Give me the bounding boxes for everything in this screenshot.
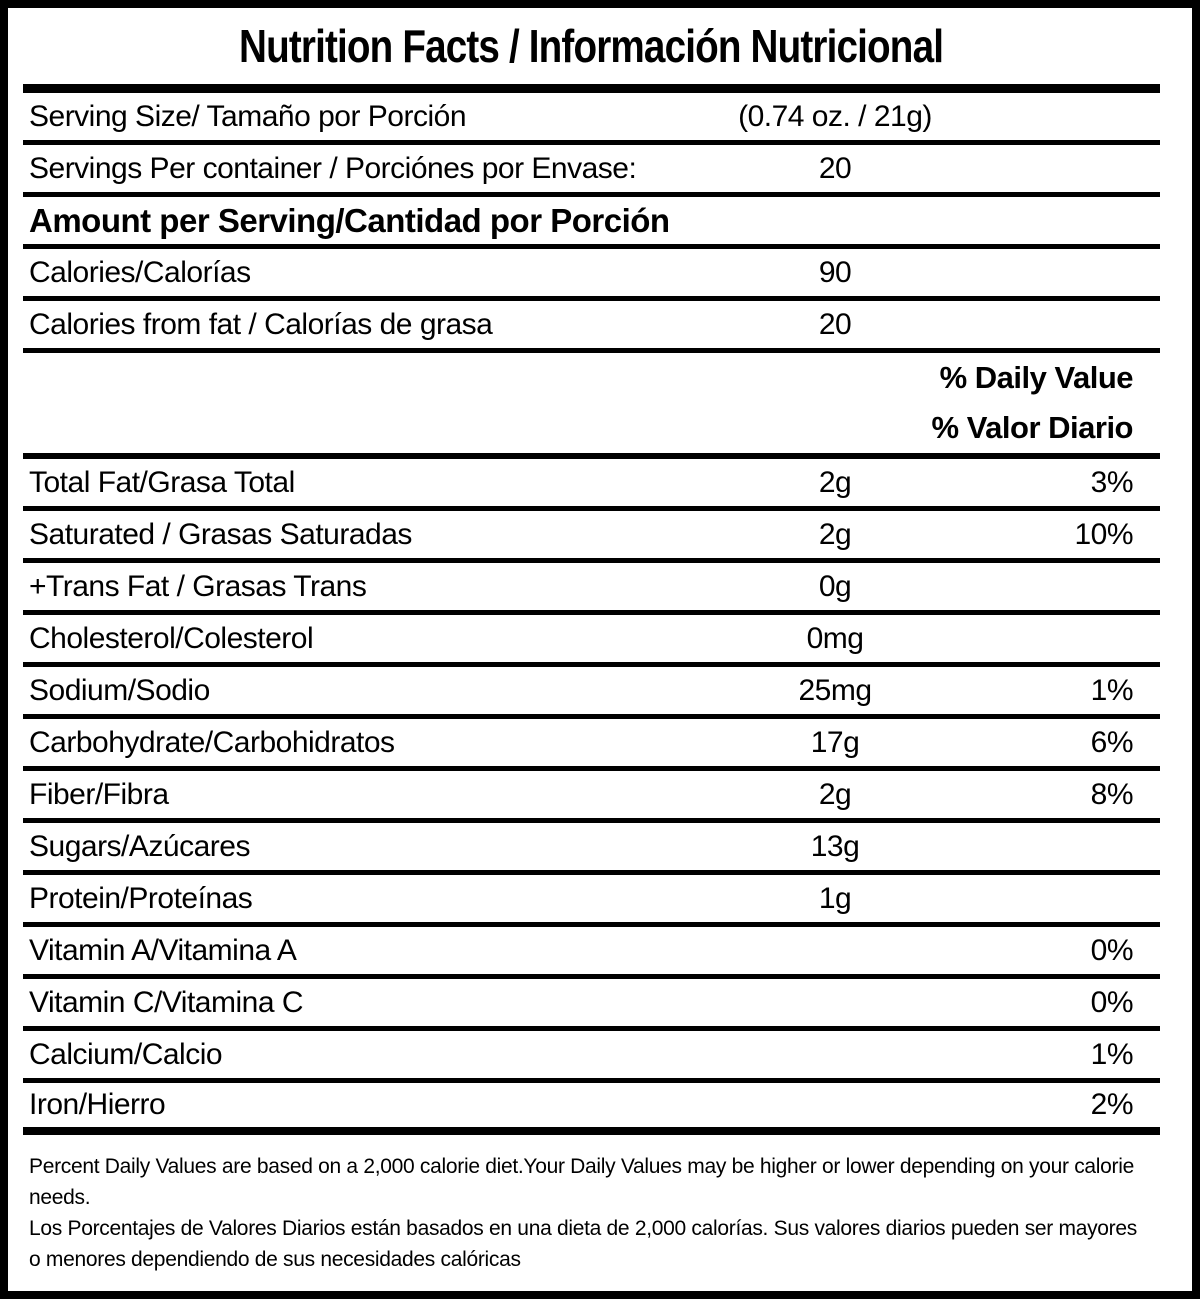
label-title-text: Nutrition Facts / Información Nutricional [239, 20, 944, 72]
serving-size-label: Serving Size/ Tamaño por Porción [29, 99, 467, 133]
nutrient-amount: 2g [818, 777, 852, 811]
servings-per-container-label: Servings Per container / Porciónes por Envase: [29, 151, 637, 185]
amount-per-serving-header-label: Amount per Serving/Cantidad por Porción [29, 201, 670, 239]
nutrient-amount: 13g [810, 829, 860, 863]
nutrient-amount: 25mg [798, 673, 872, 707]
row-servings-per-container [23, 145, 1160, 197]
row-fiber [23, 771, 1160, 823]
daily-value-header-es [23, 403, 1160, 453]
nutrient-percent: 0% [1090, 933, 1133, 967]
row-sodium [23, 667, 1160, 719]
nutrient-amount: 0mg [806, 621, 864, 655]
nutrient-amount: 0g [818, 569, 852, 603]
nutrient-label: Saturated / Grasas Saturadas [29, 517, 412, 551]
label-title [23, 8, 1160, 84]
daily-value-header-es-text: % Valor Diario [931, 410, 1133, 445]
nutrient-label: Cholesterol/Colesterol [29, 621, 314, 655]
nutrient-percent: 0% [1090, 985, 1133, 1019]
nutrient-percent: 3% [1090, 465, 1133, 499]
nutrient-amount: 2g [818, 465, 852, 499]
row-calcium [23, 1031, 1160, 1083]
serving-size-value: (0.74 oz. / 21g) [738, 99, 932, 133]
footnote [23, 1135, 1160, 1275]
row-saturated-fat [23, 511, 1160, 563]
nutrient-label: Calcium/Calcio [29, 1037, 223, 1071]
row-trans-fat [23, 563, 1160, 615]
calories-from-fat-label: Calories from fat / Calorías de grasa [29, 307, 493, 341]
daily-value-header-en-text: % Daily Value [939, 360, 1133, 395]
footnote-es: Los Porcentajes de Valores Diarios están basados en una dieta de 2,000 calorías. Sus valores diarios pueden ser mayores o menores dependiendo de sus necesidades calóricas [29, 1217, 1137, 1271]
row-calories [23, 249, 1160, 301]
row-total-fat [23, 459, 1160, 511]
nutrient-label: Vitamin C/Vitamina C [29, 985, 304, 1019]
row-serving-size [23, 93, 1160, 145]
daily-value-header-en [23, 353, 1160, 403]
row-carbohydrate [23, 719, 1160, 771]
daily-value-header-block [23, 353, 1160, 459]
calories-value: 90 [818, 255, 852, 289]
nutrient-percent: 10% [1074, 517, 1133, 551]
nutrient-label: Sugars/Azúcares [29, 829, 250, 863]
row-amount-per-serving-header [23, 197, 1160, 249]
nutrient-label: Iron/Hierro [29, 1088, 166, 1121]
nutrient-percent: 1% [1090, 673, 1133, 707]
row-cholesterol [23, 615, 1160, 667]
calories-from-fat-value: 20 [818, 307, 852, 341]
nutrient-amount: 17g [810, 725, 860, 759]
nutrient-label: Sodium/Sodio [29, 673, 210, 707]
row-calories-from-fat [23, 301, 1160, 353]
nutrient-amount: 1g [818, 881, 852, 915]
nutrient-label: Vitamin A/Vitamina A [29, 933, 297, 967]
servings-per-container-value: 20 [818, 151, 852, 185]
nutrient-percent: 8% [1090, 777, 1133, 811]
nutrient-label: Carbohydrate/Carbohidratos [29, 725, 395, 759]
nutrient-percent: 6% [1090, 725, 1133, 759]
footnote-en: Percent Daily Values are based on a 2,000 calorie diet.Your Daily Values may be higher or lower depending on your calorie needs. [29, 1155, 1134, 1209]
title-separator-bar [23, 84, 1160, 93]
row-vitamin-c [23, 979, 1160, 1031]
row-protein [23, 875, 1160, 927]
calories-label: Calories/Calorías [29, 255, 251, 289]
nutrient-percent: 2% [1090, 1088, 1133, 1121]
nutrient-label: Protein/Proteínas [29, 881, 253, 915]
row-iron [23, 1083, 1160, 1135]
nutrient-label: +Trans Fat / Grasas Trans [29, 569, 367, 603]
row-sugars [23, 823, 1160, 875]
nutrient-percent: 1% [1090, 1037, 1133, 1071]
nutrient-label: Fiber/Fibra [29, 777, 169, 811]
row-vitamin-a [23, 927, 1160, 979]
nutrient-amount: 2g [818, 517, 852, 551]
nutrient-label: Total Fat/Grasa Total [29, 465, 295, 499]
